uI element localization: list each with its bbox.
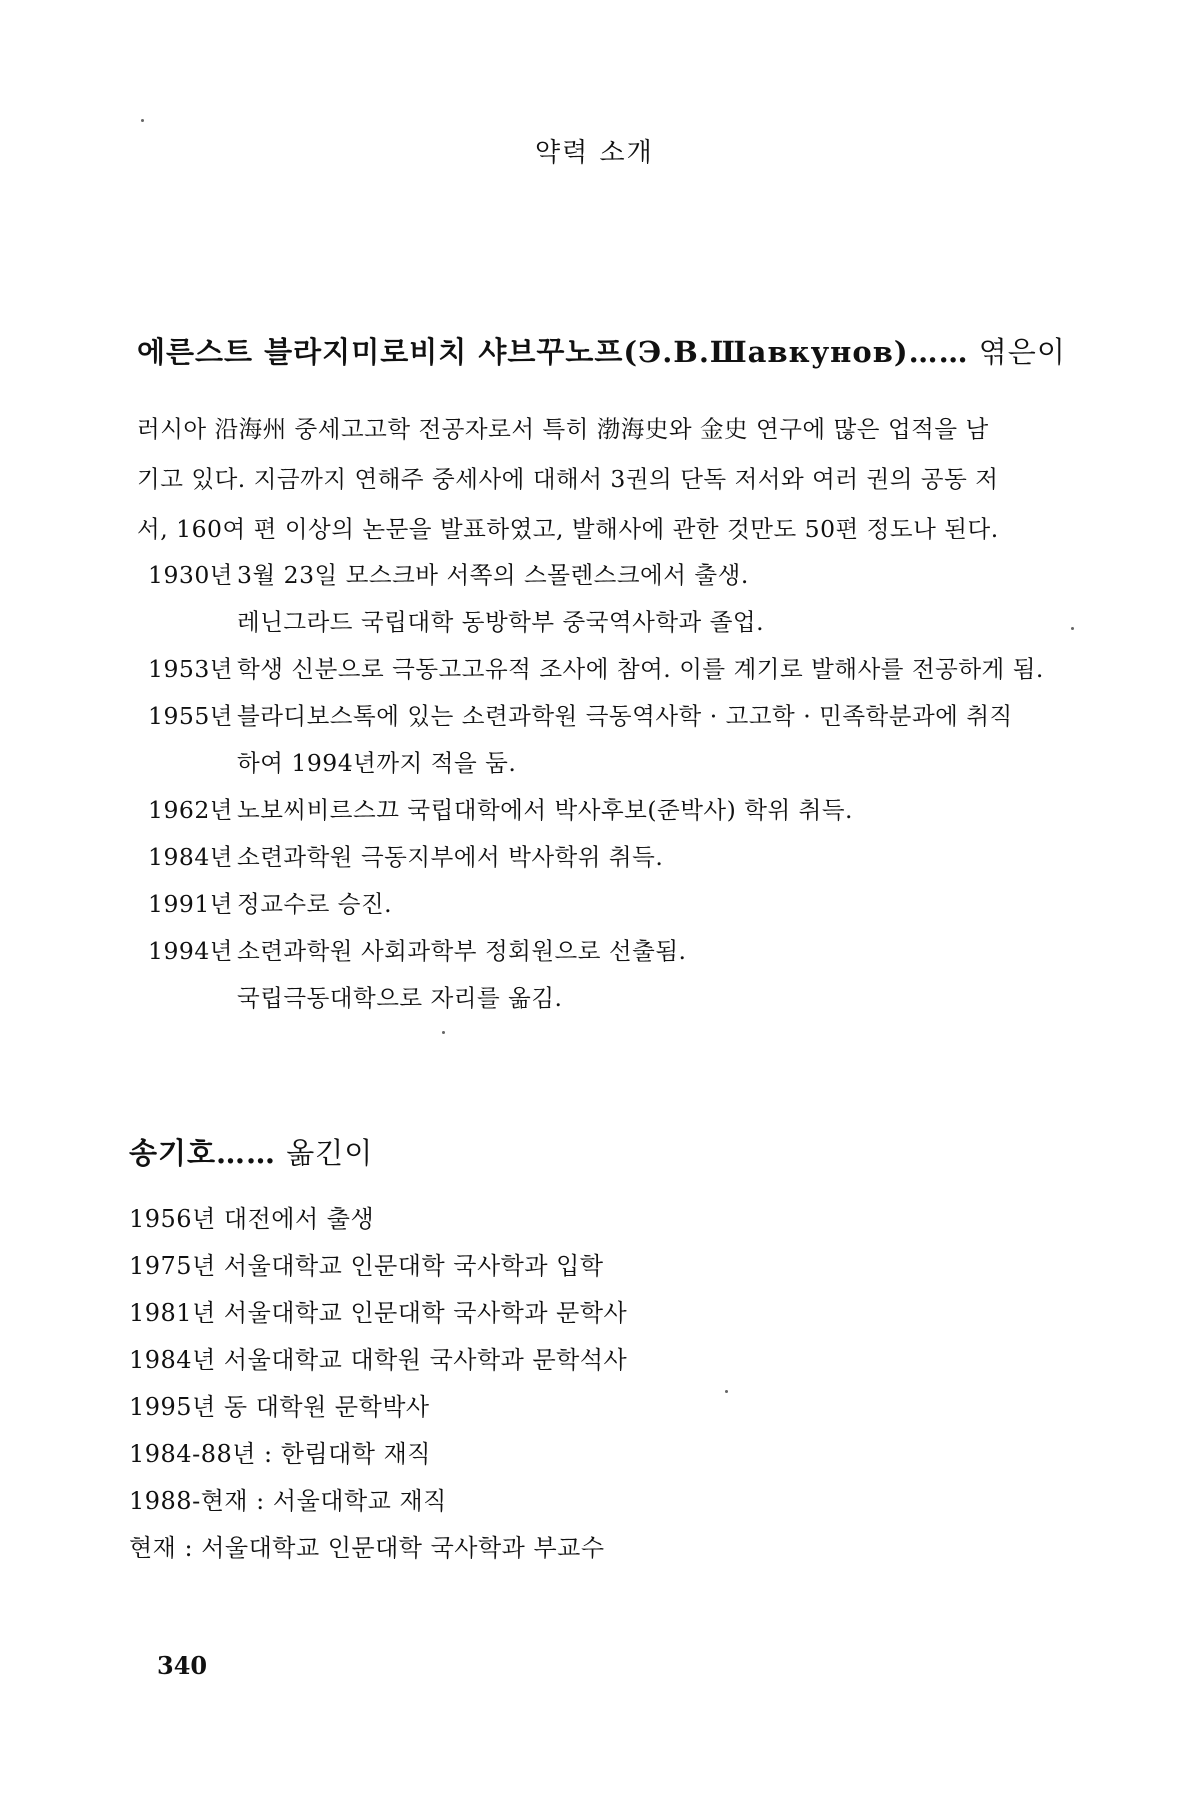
scan-speck [442,1031,445,1034]
scan-speck [141,119,144,122]
timeline-year: 1962년 [148,796,234,824]
compiler-name: 에른스트 블라지미로비치 샤브꾸노프(Э.В.Шавкунов) [137,335,909,369]
bio-line: 서, 160여 편 이상의 논문을 발표하였고, 발해사에 관한 것만도 50편 정도나 된다. [137,515,999,543]
timeline-year: 1955년 [148,702,234,730]
translator-list-item: 1988-현재 : 서울대학교 재직 [129,1487,447,1515]
translator-list-item: 1984년 서울대학교 대학원 국사학과 문학석사 [129,1346,628,1374]
translator-list-item: 현재 : 서울대학교 인문대학 국사학과 부교수 [129,1534,605,1562]
scan-speck [1071,627,1074,630]
translator-list-item: 1975년 서울대학교 인문대학 국사학과 입학 [129,1252,604,1280]
compiler-bio-paragraph [137,404,1057,554]
timeline-text: 하여 1994년까지 적을 둠. [237,749,517,777]
timeline-text: 3월 23일 모스크바 서쪽의 스몰렌스크에서 출생. [237,561,749,589]
scan-speck [725,1390,728,1393]
translator-list-item: 1984-88년 : 한림대학 재직 [129,1440,431,1468]
compiler-heading [137,330,1066,371]
timeline-year: 1991년 [148,890,234,918]
bio-line: 기고 있다. 지금까지 연해주 중세사에 대해서 3권의 단독 저서와 여러 권의 공동 저 [137,465,999,493]
timeline-year: 1953년 [148,655,234,683]
timeline-text: 정교수로 승진. [237,890,393,918]
timeline-text: 학생 신분으로 극동고고유적 조사에 참여. 이를 계기로 발해사를 전공하게 됨. [237,655,1044,683]
translator-list-item: 1981년 서울대학교 인문대학 국사학과 문학사 [129,1299,628,1327]
page-number: 340 [157,1651,208,1680]
compiler-dots: …… [908,335,969,369]
translator-list-item: 1956년 대전에서 출생 [129,1205,375,1233]
timeline-text: 레닌그라드 국립대학 동방학부 중국역사학과 졸업. [237,608,765,636]
timeline-year: 1994년 [148,937,234,965]
translator-dots: …… [216,1136,277,1170]
translator-heading [129,1131,373,1172]
timeline-text: 소련과학원 극동지부에서 박사학위 취득. [237,843,664,871]
timeline-year: 1984년 [148,843,234,871]
compiler-role: 엮은이 [968,335,1066,369]
timeline-text: 소련과학원 사회과학부 정회원으로 선출됨. [237,937,687,965]
bio-line: 러시아 沿海州 중세고고학 전공자로서 특히 渤海史와 金史 연구에 많은 업적을 남 [137,415,989,443]
timeline-year: 1930년 [148,561,234,589]
timeline-text: 노보씨비르스끄 국립대학에서 박사후보(준박사) 학위 취득. [237,796,854,824]
page-header-title: 약력 소개 [535,138,654,168]
translator-list-item: 1995년 동 대학원 문학박사 [129,1393,430,1421]
timeline-text: 국립극동대학으로 자리를 옮김. [237,984,563,1012]
timeline-text: 블라디보스톡에 있는 소련과학원 극동역사학 · 고고학 · 민족학분과에 취직 [237,702,1013,730]
translator-name: 송기호 [129,1136,217,1170]
translator-role: 옮긴이 [276,1136,374,1170]
